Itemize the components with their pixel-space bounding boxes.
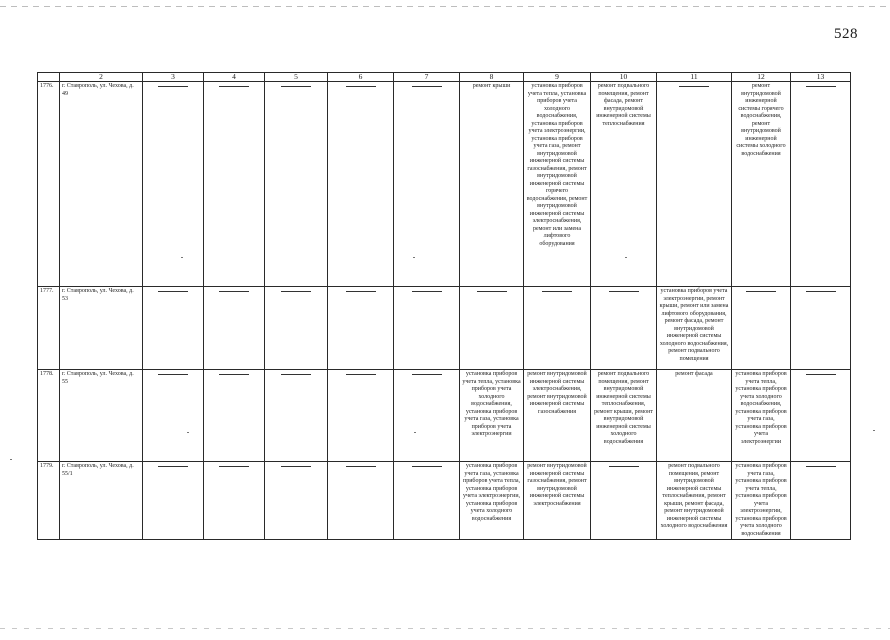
- dash-mark: [281, 86, 311, 87]
- empty-cell: [328, 287, 394, 370]
- row-address: г. Ставрополь, ул. Чехова, д. 55: [60, 370, 143, 462]
- dash-mark: [219, 374, 249, 375]
- dash-mark: [412, 86, 442, 87]
- work-cell: установка приборов учета газа, установка приборов учета тепла, установка приборов учета электроэнергии, установка приборов учета холодного водоснабжения: [460, 462, 524, 540]
- dash-mark: [679, 86, 709, 87]
- header-cell: 2: [60, 73, 143, 82]
- dash-mark: [346, 86, 376, 87]
- empty-cell: [204, 462, 265, 540]
- row-number: 1776.: [38, 82, 60, 287]
- header-cell: 8: [460, 73, 524, 82]
- empty-cell: [732, 287, 791, 370]
- scan-speck: [413, 257, 415, 258]
- dash-mark: [412, 291, 442, 292]
- header-cell: 11: [657, 73, 732, 82]
- dash-mark: [806, 291, 836, 292]
- header-cell: 7: [394, 73, 460, 82]
- header-cell: 6: [328, 73, 394, 82]
- empty-cell: [328, 82, 394, 287]
- empty-cell: [394, 370, 460, 462]
- work-cell: ремонт крыши: [460, 82, 524, 287]
- scan-edge-top: [0, 6, 890, 7]
- dash-mark: [412, 466, 442, 467]
- work-cell: ремонт подвального помещения, ремонт фасада, ремонт внутридомовой инженерной системы теплоснабжения: [591, 82, 657, 287]
- table-row: [38, 287, 851, 370]
- header-cell-num: [38, 73, 60, 82]
- empty-cell: [591, 462, 657, 540]
- dash-mark: [806, 86, 836, 87]
- work-cell: установка приборов учета тепла, установка приборов учета холодного водоснабжения, установка приборов учета газа, установка приборов учета электроэнергии: [732, 370, 791, 462]
- header-cell: 5: [265, 73, 328, 82]
- dash-mark: [346, 374, 376, 375]
- page-number: 528: [834, 26, 858, 42]
- empty-cell: [591, 287, 657, 370]
- empty-cell: [143, 462, 204, 540]
- scan-speck: [181, 257, 183, 258]
- empty-cell: [394, 287, 460, 370]
- scan-edge-bottom: [0, 628, 890, 629]
- empty-cell: [791, 82, 851, 287]
- empty-cell: [143, 287, 204, 370]
- work-cell: установка приборов учета электроэнергии, ремонт крыши, ремонт или замена лифтового оборудования, ремонт фасада, ремонт внутридомовой инженерной системы холодного водоснабжения, ремонт подвального помещения: [657, 287, 732, 370]
- scan-speck: [625, 257, 627, 258]
- header-row: [38, 73, 851, 82]
- scan-speck: [873, 430, 875, 431]
- dash-mark: [609, 466, 639, 467]
- header-cell: 13: [791, 73, 851, 82]
- dash-mark: [412, 374, 442, 375]
- row-number: 1778.: [38, 370, 60, 462]
- empty-cell: [265, 82, 328, 287]
- empty-cell: [204, 82, 265, 287]
- work-cell: ремонт подвального помещения, ремонт внутридомовой инженерной системы теплоснабжения, ремонт крыши, ремонт внутридомовой инженерной системы холодного водоснабжения: [591, 370, 657, 462]
- dash-mark: [158, 291, 188, 292]
- dash-mark: [281, 466, 311, 467]
- dash-mark: [477, 291, 507, 292]
- row-number: 1777.: [38, 287, 60, 370]
- row-address: г. Ставрополь, ул. Чехова, д. 49: [60, 82, 143, 287]
- empty-cell: [791, 370, 851, 462]
- dash-mark: [609, 291, 639, 292]
- empty-cell: [204, 287, 265, 370]
- dash-mark: [219, 466, 249, 467]
- empty-cell: [657, 82, 732, 287]
- empty-cell: [265, 462, 328, 540]
- header-cell: 12: [732, 73, 791, 82]
- scan-speck: [10, 459, 12, 460]
- empty-cell: [328, 370, 394, 462]
- empty-cell: [394, 462, 460, 540]
- work-cell: установка приборов учета тепла, установка приборов учета холодного водоснабжения, установка приборов учета газа, установка приборов учета электроэнергии: [460, 370, 524, 462]
- dash-mark: [219, 291, 249, 292]
- work-cell: ремонт фасада: [657, 370, 732, 462]
- dash-mark: [542, 291, 572, 292]
- dash-mark: [806, 466, 836, 467]
- dash-mark: [346, 466, 376, 467]
- scan-speck: [414, 432, 416, 433]
- header-cell: 3: [143, 73, 204, 82]
- dash-mark: [346, 291, 376, 292]
- table-row: [38, 370, 851, 462]
- row-number: 1779.: [38, 462, 60, 540]
- empty-cell: [265, 370, 328, 462]
- dash-mark: [806, 374, 836, 375]
- table-row: [38, 462, 851, 540]
- header-cell: 10: [591, 73, 657, 82]
- empty-cell: [791, 287, 851, 370]
- dash-mark: [281, 374, 311, 375]
- work-cell: установка приборов учета газа, установка приборов учета тепла, установка приборов учета электроэнергии, установка приборов учета холодного водоснабжения: [732, 462, 791, 540]
- work-cell: ремонт внутридомовой инженерной системы горячего водоснабжения, ремонт внутридомовой инженерной системы холодного водоснабжения: [732, 82, 791, 287]
- empty-cell: [791, 462, 851, 540]
- work-cell: ремонт внутридомовой инженерной системы электроснабжения, ремонт внутридомовой инженерной системы газоснабжения: [524, 370, 591, 462]
- dash-mark: [281, 291, 311, 292]
- empty-cell: [460, 287, 524, 370]
- dash-mark: [158, 374, 188, 375]
- empty-cell: [143, 82, 204, 287]
- row-address: г. Ставрополь, ул. Чехова, д. 55/1: [60, 462, 143, 540]
- work-cell: установка приборов учета тепла, установка приборов учета холодного водоснабжения, установка приборов учета электроэнергии, установка приборов учета газа, ремонт внутридомовой инженерной системы газоснабжения, ремонт внутридомовой инженерной системы горячего водоснабжения, ремонт внутридомовой инженерной системы электроснабжения, ремонт или замена лифтового оборудования: [524, 82, 591, 287]
- empty-cell: [394, 82, 460, 287]
- empty-cell: [204, 370, 265, 462]
- table-row: [38, 82, 851, 287]
- header-cell: 4: [204, 73, 265, 82]
- row-address: г. Ставрополь, ул. Чехова, д. 53: [60, 287, 143, 370]
- empty-cell: [328, 462, 394, 540]
- dash-mark: [158, 466, 188, 467]
- empty-cell: [524, 287, 591, 370]
- scan-speck: [187, 432, 189, 433]
- dash-mark: [219, 86, 249, 87]
- empty-cell: [143, 370, 204, 462]
- registry-table: [37, 72, 851, 540]
- dash-mark: [746, 291, 776, 292]
- work-cell: ремонт внутридомовой инженерной системы газоснабжения, ремонт внутридомовой инженерной системы электроснабжения: [524, 462, 591, 540]
- work-cell: ремонт подвального помещения, ремонт внутридомовой инженерной системы теплоснабжения, ремонт крыши, ремонт фасада, ремонт внутридомовой инженерной системы холодного водоснабжения: [657, 462, 732, 540]
- dash-mark: [158, 86, 188, 87]
- empty-cell: [265, 287, 328, 370]
- header-cell: 9: [524, 73, 591, 82]
